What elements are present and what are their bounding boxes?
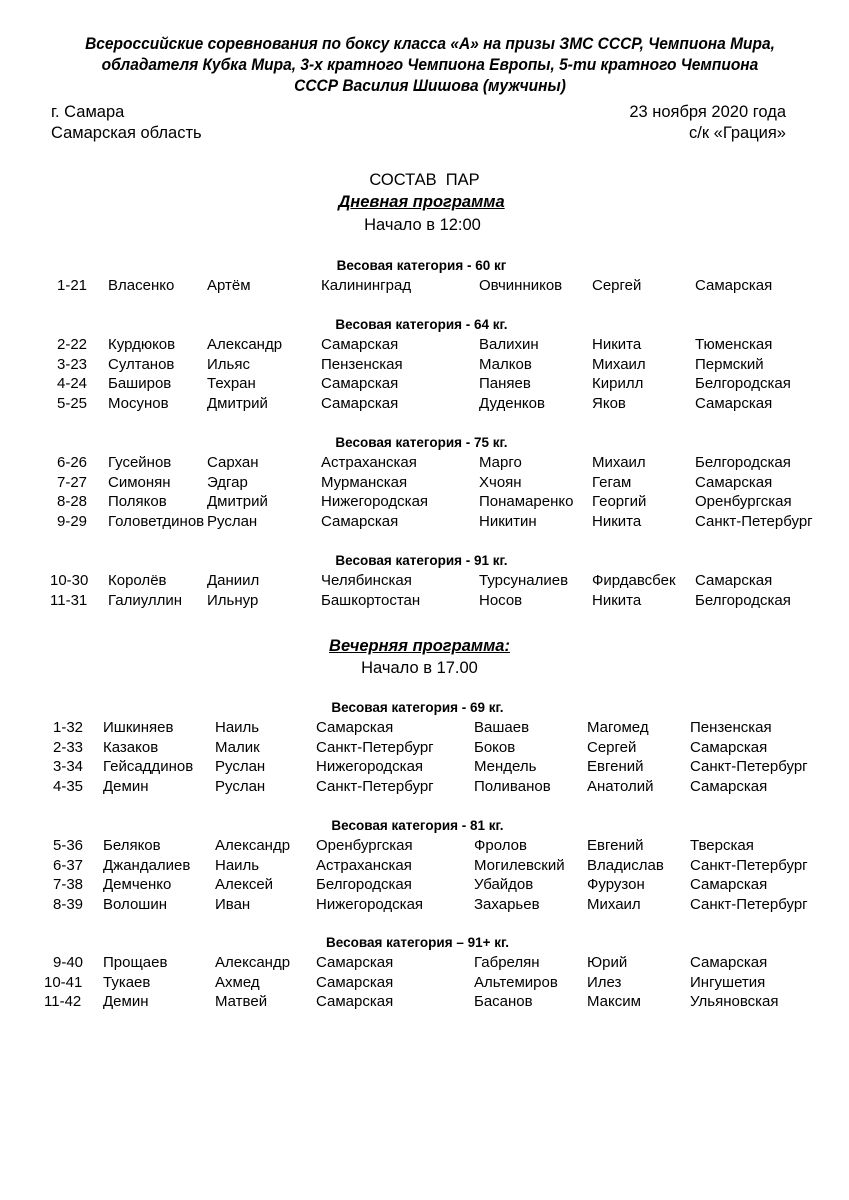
red-region: Самарская <box>316 719 394 736</box>
blue-surname: Захарьев <box>474 895 540 913</box>
pair-row <box>0 512 849 532</box>
weight-category-header: Весовая категория – 91+ кг. <box>325 935 510 950</box>
competition-title <box>63 34 796 97</box>
date: 23 ноября 2020 года <box>629 103 786 121</box>
blue-surname: Паняев <box>479 375 531 393</box>
blue-name: Владислав <box>587 856 664 874</box>
blue-surname: Могилевский <box>474 856 565 874</box>
pair-number: 9-40 <box>53 954 84 971</box>
pair-number: 5-25 <box>57 394 88 412</box>
blue-region: Самарская <box>695 572 773 589</box>
red-region: Самарская <box>321 512 399 530</box>
pair-number: 4-24 <box>57 375 88 393</box>
blue-name: Фурузон <box>587 876 645 894</box>
pair-number: 3-34 <box>53 758 84 776</box>
red-region: Нижегородская <box>321 493 429 511</box>
program-title-evening: Вечерняя программа: <box>329 637 510 655</box>
red-region: Калининград <box>321 277 412 294</box>
red-region: Нижегородская <box>316 758 424 776</box>
pair-row <box>0 777 849 797</box>
red-surname: Поляков <box>108 493 167 511</box>
blue-region: Тверская <box>690 837 754 854</box>
blue-surname: Вашаев <box>474 719 530 736</box>
blue-name: Гегам <box>592 473 632 491</box>
pair-number: 7-27 <box>57 473 88 491</box>
blue-region: Санкт-Петербург <box>695 512 813 530</box>
red-name: Ильнур <box>207 591 259 609</box>
red-surname: Симонян <box>108 473 171 491</box>
pair-row <box>0 718 849 738</box>
blue-region: Самарская <box>690 954 768 971</box>
red-name: Даниил <box>207 572 260 589</box>
blue-name: Сергей <box>587 738 637 756</box>
program-start-day: Начало в 12:00 <box>364 216 481 234</box>
city: г. Самара <box>51 103 125 121</box>
blue-surname: Убайдов <box>474 876 534 894</box>
red-surname: Прощаев <box>103 954 168 971</box>
pair-row <box>0 836 849 856</box>
red-surname: Гусейнов <box>108 454 172 471</box>
red-name: Алексей <box>215 876 274 894</box>
pair-row <box>0 591 849 611</box>
red-region: Санкт-Петербург <box>316 738 434 756</box>
blue-name: Юрий <box>587 954 628 971</box>
blue-name: Магомед <box>587 719 649 736</box>
pair-number: 6-26 <box>57 454 88 471</box>
pair-number: 4-35 <box>53 777 84 795</box>
red-name: Иван <box>215 895 251 913</box>
pair-number: 7-38 <box>53 876 84 894</box>
red-name: Руслан <box>215 758 266 776</box>
blue-surname: Понамаренко <box>479 493 574 511</box>
pair-row <box>0 335 849 355</box>
pair-number: 11-31 <box>50 591 88 609</box>
blue-name: Евгений <box>587 837 644 854</box>
red-surname: Ишкиняев <box>103 719 174 736</box>
blue-region: Пермский <box>695 355 764 373</box>
blue-region: Санкт-Петербург <box>690 895 808 913</box>
region: Самарская область <box>51 124 202 142</box>
blue-surname: Боков <box>474 738 516 756</box>
pair-number: 1-32 <box>53 719 84 736</box>
red-name: Александр <box>215 837 291 854</box>
red-name: Эдгар <box>207 473 248 491</box>
red-name: Артём <box>207 277 251 294</box>
venue: с/к «Грация» <box>689 124 786 142</box>
red-surname: Беляков <box>103 837 161 854</box>
red-name: Сархан <box>207 454 259 471</box>
document-title: СОСТАВ ПАР <box>369 171 480 189</box>
blue-name: Сергей <box>592 277 642 294</box>
blue-region: Белгородская <box>695 375 791 393</box>
blue-surname: Альтемиров <box>474 973 558 991</box>
red-region: Астраханская <box>316 856 412 874</box>
pair-number: 2-22 <box>57 336 88 353</box>
blue-region: Белгородская <box>695 454 791 471</box>
pair-row <box>0 757 849 777</box>
red-region: Самарская <box>316 993 394 1011</box>
pair-number: 8-28 <box>57 493 88 511</box>
pair-row <box>0 453 849 473</box>
blue-region: Самарская <box>695 473 773 491</box>
pair-number: 10-30 <box>50 572 89 589</box>
blue-name: Яков <box>592 394 626 412</box>
blue-region: Самарская <box>695 394 773 412</box>
blue-region: Самарская <box>690 876 768 894</box>
title-line: Всероссийские соревнования по боксу класса «А» на призы ЗМС СССР, Чемпиона Мира, <box>85 35 775 53</box>
red-region: Нижегородская <box>316 895 424 913</box>
blue-region: Самарская <box>690 738 768 756</box>
blue-surname: Овчинников <box>479 277 563 294</box>
red-name: Ахмед <box>215 973 260 991</box>
blue-surname: Мендель <box>474 758 537 776</box>
red-region: Самарская <box>316 954 394 971</box>
pair-number: 3-23 <box>57 355 88 373</box>
pair-number: 1-21 <box>57 277 88 294</box>
pair-number: 11-42 <box>44 993 82 1011</box>
red-region: Челябинская <box>321 572 412 589</box>
blue-name: Никита <box>592 336 642 353</box>
red-surname: Демченко <box>103 876 172 894</box>
red-region: Белгородская <box>316 876 412 894</box>
pair-row <box>0 394 849 414</box>
blue-name: Максим <box>587 993 641 1011</box>
blue-surname: Фролов <box>474 837 527 854</box>
blue-surname: Никитин <box>479 512 537 530</box>
title-line: СССР Василия Шишова (мужчины) <box>294 77 566 95</box>
red-name: Наиль <box>215 856 260 874</box>
pair-row <box>0 374 849 394</box>
red-name: Дмитрий <box>207 493 268 511</box>
red-region: Самарская <box>321 375 399 393</box>
blue-region: Тюменская <box>695 336 773 353</box>
pair-row <box>0 895 849 915</box>
blue-name: Михаил <box>587 895 641 913</box>
pair-row <box>0 973 849 993</box>
weight-category-header: Весовая категория - 64 кг. <box>335 317 508 332</box>
weight-category-header: Весовая категория - 75 кг. <box>335 435 508 450</box>
red-surname: Головетдинов <box>108 512 205 530</box>
red-region: Самарская <box>316 973 394 991</box>
red-surname: Баширов <box>108 375 172 393</box>
blue-name: Георгий <box>592 493 647 511</box>
blue-region: Самарская <box>690 777 768 795</box>
red-region: Санкт-Петербург <box>316 777 434 795</box>
red-name: Малик <box>215 738 260 756</box>
blue-region: Ульяновская <box>690 993 779 1011</box>
red-region: Самарская <box>321 336 399 353</box>
blue-name: Кирилл <box>592 375 644 393</box>
pair-row <box>0 875 849 895</box>
blue-surname: Носов <box>479 591 523 609</box>
red-name: Ильяс <box>207 355 250 373</box>
blue-region: Самарская <box>695 277 773 294</box>
red-name: Матвей <box>215 993 268 1011</box>
weight-category-header: Весовая категория - 91 кг. <box>335 553 508 568</box>
red-region: Оренбургская <box>316 837 413 854</box>
red-surname: Султанов <box>108 355 175 373</box>
blue-name: Никита <box>592 591 642 609</box>
pair-row <box>0 738 849 758</box>
blue-surname: Малков <box>479 355 532 373</box>
blue-region: Пензенская <box>690 719 772 736</box>
red-surname: Казаков <box>103 738 159 756</box>
pair-row <box>0 953 849 973</box>
pair-row <box>0 276 849 296</box>
blue-surname: Хчоян <box>479 473 522 491</box>
red-surname: Гейсаддинов <box>103 758 194 776</box>
red-surname: Власенко <box>108 277 175 294</box>
red-surname: Демин <box>103 777 149 795</box>
blue-surname: Валихин <box>479 336 539 353</box>
red-surname: Тукаев <box>103 973 151 991</box>
weight-category-header: Весовая категория - 60 кг <box>336 258 507 273</box>
pair-number: 8-39 <box>53 895 84 913</box>
blue-name: Евгений <box>587 758 644 776</box>
blue-surname: Турсуналиев <box>479 572 569 589</box>
blue-surname: Габрелян <box>474 954 540 971</box>
blue-name: Никита <box>592 512 642 530</box>
red-surname: Галиуллин <box>108 591 183 609</box>
pair-number: 6-37 <box>53 856 84 874</box>
pair-row <box>0 473 849 493</box>
program-title-day: Дневная программа <box>338 193 505 211</box>
red-name: Руслан <box>215 777 266 795</box>
red-surname: Курдюков <box>108 336 176 353</box>
blue-name: Фирдавсбек <box>592 572 676 589</box>
red-name: Дмитрий <box>207 394 268 412</box>
pair-number: 2-33 <box>53 738 84 756</box>
red-surname: Королёв <box>108 572 167 589</box>
red-surname: Волошин <box>103 895 167 913</box>
red-name: Александр <box>207 336 283 353</box>
blue-region: Ингушетия <box>690 973 766 991</box>
blue-surname: Марго <box>479 454 522 471</box>
title-line: обладателя Кубка Мира, 3-х кратного Чемпиона Европы, 5-ти кратного Чемпиона <box>101 56 759 74</box>
red-surname: Джандалиев <box>103 856 191 874</box>
red-surname: Демин <box>103 993 149 1011</box>
weight-category-header: Весовая категория - 81 кг. <box>331 818 504 833</box>
program-start-evening: Начало в 17.00 <box>361 659 478 677</box>
blue-region: Оренбургская <box>695 493 792 511</box>
red-region: Пензенская <box>321 355 403 373</box>
pair-row <box>0 992 849 1012</box>
blue-surname: Басанов <box>474 993 533 1011</box>
blue-surname: Поливанов <box>474 777 551 795</box>
blue-surname: Дуденков <box>479 394 545 412</box>
blue-region: Белгородская <box>695 591 791 609</box>
red-surname: Мосунов <box>108 394 169 412</box>
location-block <box>51 102 202 144</box>
pair-number: 5-36 <box>53 837 84 854</box>
pair-number: 9-29 <box>57 512 88 530</box>
blue-name: Илез <box>587 973 622 991</box>
pair-row <box>0 571 849 591</box>
pair-number: 10-41 <box>44 973 83 991</box>
weight-category-header: Весовая категория - 69 кг. <box>331 700 504 715</box>
red-name: Александр <box>215 954 291 971</box>
pair-row <box>0 856 849 876</box>
pair-row <box>0 492 849 512</box>
blue-region: Санкт-Петербург <box>690 856 808 874</box>
pair-row <box>0 355 849 375</box>
blue-name: Михаил <box>592 355 646 373</box>
red-name: Наиль <box>215 719 260 736</box>
red-region: Башкортостан <box>321 591 421 609</box>
red-region: Мурманская <box>321 473 408 491</box>
blue-name: Михаил <box>592 454 646 471</box>
blue-name: Анатолий <box>587 777 654 795</box>
blue-region: Санкт-Петербург <box>690 758 808 776</box>
red-region: Самарская <box>321 394 399 412</box>
red-name: Руслан <box>207 512 258 530</box>
red-region: Астраханская <box>321 454 417 471</box>
date-venue-block <box>629 102 786 144</box>
red-name: Техран <box>207 375 256 393</box>
